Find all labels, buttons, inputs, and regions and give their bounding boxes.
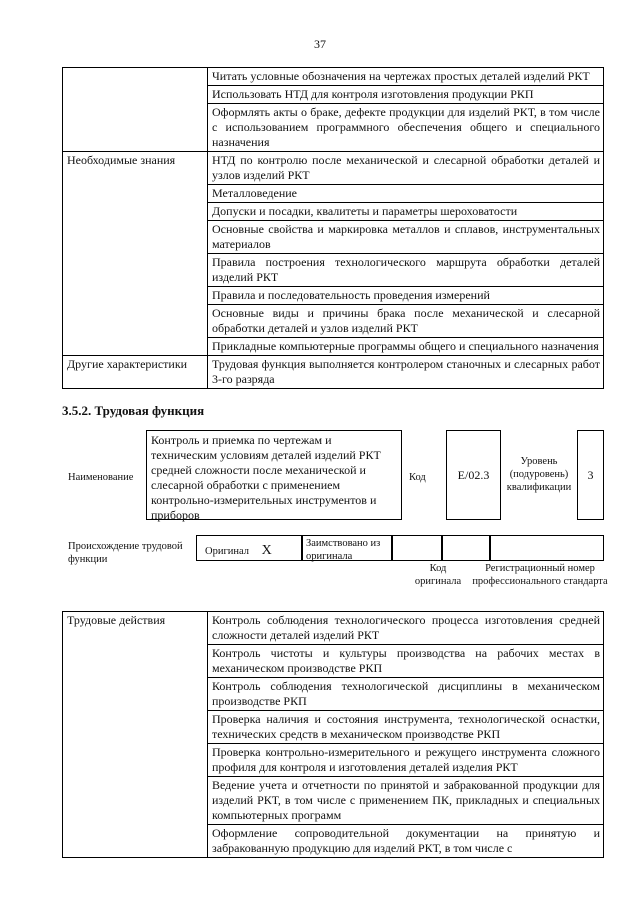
- table-cell: Правила и последовательность проведения измерений: [208, 287, 604, 305]
- table-cell: Допуски и посадки, квалитеты и параметры шероховатости: [208, 203, 604, 221]
- table-cell: Основные виды и причины брака после механической и слесарной обработки деталей и узлов изделий РКТ: [208, 305, 604, 338]
- table-cell: Контроль чистоты и культуры производства на рабочих местах в механическом производстве РКП: [208, 645, 604, 678]
- function-name-box: Контроль и приемка по чертежам и техническим условиям деталей изделий РКТ средней сложности после механической и слесарной обработки с применением контрольно-измерительных инструментов и приборов: [146, 430, 402, 520]
- table-row: [63, 152, 604, 185]
- function-code-value: E/02.3: [457, 467, 490, 482]
- name-label: Наименование: [68, 472, 134, 483]
- table-cell: Оформлять акты о браке, дефекте продукции для изделий РКТ, в том числе с использованием программного обеспечения общего и специального назначения: [208, 104, 604, 152]
- level-label: Уровень (подуровень) квалификации: [506, 456, 572, 493]
- origin-empty-cell-1: [392, 535, 442, 561]
- reg-number-caption: Регистрационный номер профессионального стандарта: [472, 563, 608, 587]
- original-cell: [196, 535, 302, 561]
- table-cell: Прикладные компьютерные программы общего и специального назначения: [208, 338, 604, 356]
- qualification-level-box: [577, 430, 604, 520]
- origin-label: Происхождение трудовой функции: [68, 541, 183, 565]
- code-label: Код: [409, 472, 426, 483]
- knowledge-table: [62, 67, 604, 389]
- original-label: Оригинал: [205, 546, 249, 557]
- table-cell: Проверка наличия и состояния инструмента, технологической оснастки, технических средств в механическом производстве РКП: [208, 711, 604, 744]
- table-row: [63, 612, 604, 645]
- original-mark: X: [261, 543, 272, 558]
- table-cell: НТД по контролю после механической и слесарной обработки деталей и узлов изделий РКТ: [208, 152, 604, 185]
- row-label: Другие характеристики: [63, 356, 208, 389]
- table-cell: Металловедение: [208, 185, 604, 203]
- table-cell: Трудовая функция выполняется контролером станочных и слесарных работ 3-го разряда: [208, 356, 604, 389]
- table-row: [63, 68, 604, 86]
- row-label: Необходимые знания: [63, 152, 208, 356]
- table-cell: Читать условные обозначения на чертежах простых деталей изделий РКТ: [208, 68, 604, 86]
- function-code-box: [446, 430, 501, 520]
- table-cell: Основные свойства и маркировка металлов и сплавов, инструментальных материалов: [208, 221, 604, 254]
- table-cell: Проверка контрольно-измерительного и режущего инструмента сложного профиля для контроля и изготовления деталей изделия РКТ: [208, 744, 604, 777]
- row-label: [63, 68, 208, 152]
- table-cell: Контроль соблюдения технологической дисциплины в механическом производстве РКП: [208, 678, 604, 711]
- qualification-level-value: 3: [587, 467, 594, 482]
- origin-code-cell: [442, 535, 490, 561]
- table-cell: Использовать НТД для контроля изготовления продукции РКП: [208, 86, 604, 104]
- table-cell: Оформление сопроводительной документации на принятую и забракованную продукцию для изделий РКТ, в том числе с: [208, 825, 604, 858]
- table-cell: Контроль соблюдения технологического процесса изготовления средней сложности деталей изделий РКТ: [208, 612, 604, 645]
- origin-reg-cell: [490, 535, 604, 561]
- section-heading: 3.5.2. Трудовая функция: [62, 403, 205, 418]
- table-cell: Ведение учета и отчетности по принятой и забракованной продукции для изделий РКТ, в том числе с применением ПК, прикладных и специальных компьютерных программ: [208, 777, 604, 825]
- work-actions-table: [62, 611, 604, 858]
- table-row: [63, 356, 604, 389]
- page-number: 37: [314, 37, 326, 51]
- table-cell: Правила построения технологического маршрута обработки деталей изделий РКТ: [208, 254, 604, 287]
- borrowed-label: Заимствовано из оригинала: [306, 538, 381, 562]
- code-original-caption: Код оригинала: [414, 563, 462, 587]
- row-label: Трудовые действия: [63, 612, 208, 858]
- borrowed-cell: [302, 535, 392, 561]
